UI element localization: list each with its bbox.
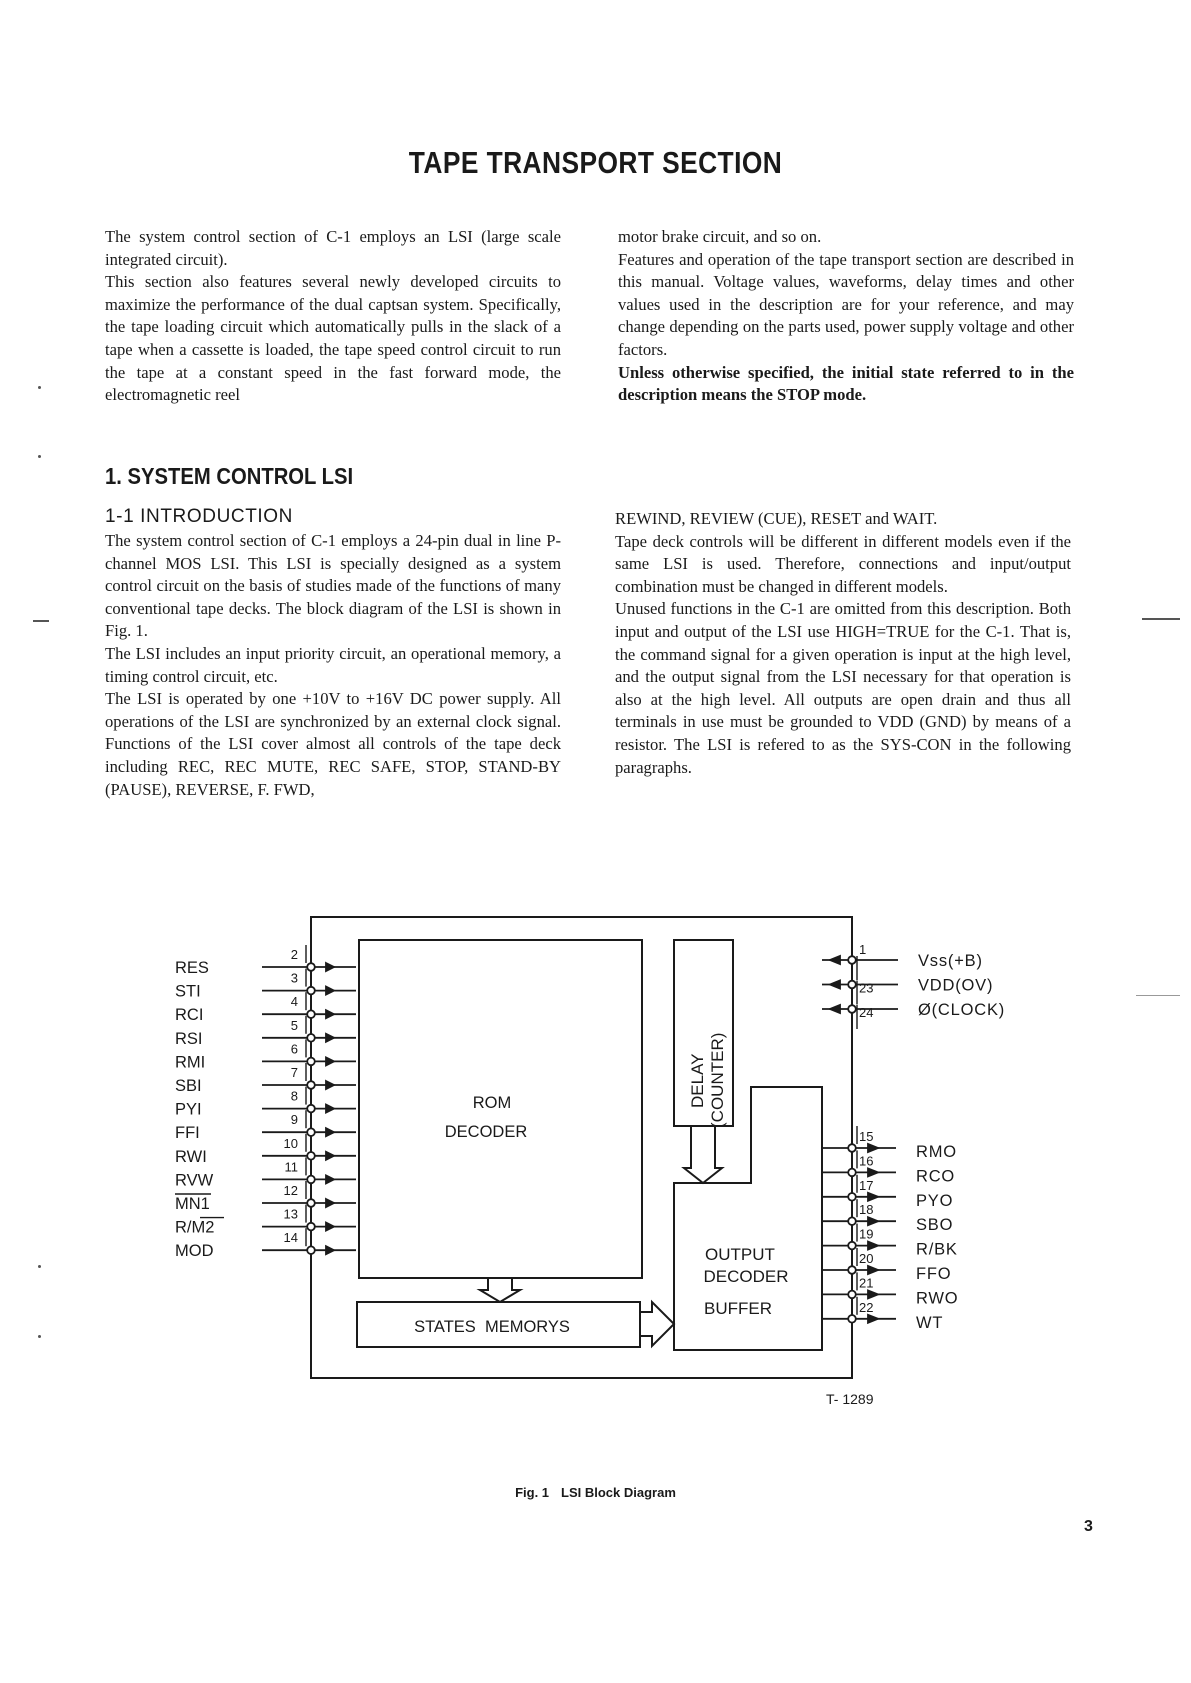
pin-arrow [868, 1315, 878, 1323]
delay-to-output-arrow [684, 1126, 722, 1183]
rom-label: ROM [472, 1094, 512, 1112]
intro-right-paragraph: Features and operation of the tape transport section are described in this manual. Voltage values, waveforms, delay times and other values used in the description are for your reference, and may change depending on the parts used, power supply voltage and other factors. [618, 249, 1074, 359]
input-pin-number: 11 [284, 1159, 298, 1175]
section-right-paragraph: REWIND, REVIEW (CUE), RESET and WAIT. [615, 509, 938, 528]
input-label: RMI [175, 1053, 206, 1072]
pin-arrow [326, 1034, 334, 1042]
pin-terminal [307, 963, 315, 971]
power-pin-number: 1 [859, 942, 867, 957]
input-pin-number: 6 [290, 1041, 298, 1057]
section-heading: 1. SYSTEM CONTROL LSI [105, 463, 354, 489]
scan-speck [38, 1265, 41, 1268]
input-pin-8 [175, 1087, 356, 1119]
input-label: MN1 [175, 1195, 210, 1213]
section-left-paragraph: The LSI includes an input priority circuit, an operational memory, a timing control circuit, etc. [105, 643, 561, 686]
output-pin-15 [822, 1126, 957, 1161]
power-pin-number: 23 [859, 980, 874, 996]
power-label: Ø(CLOCK) [918, 1001, 1006, 1019]
output-pin-number: 16 [859, 1153, 874, 1169]
figure-caption [0, 1485, 1191, 1500]
input-pin-number: 3 [290, 970, 298, 986]
intro-left-column [105, 226, 561, 407]
pin-arrow [830, 956, 840, 964]
output-pin-number: 17 [859, 1177, 874, 1193]
input-pin-9 [175, 1110, 356, 1142]
input-label: STI [175, 982, 201, 1001]
section-left-column [105, 530, 561, 801]
pin-terminal [307, 1199, 315, 1207]
section-right-column [615, 508, 1071, 779]
pin-terminal [307, 1058, 315, 1066]
intro-right-paragraph: motor brake circuit, and so on. [618, 227, 822, 246]
section-left-paragraph: The LSI is operated by one +10V to +16V DC power supply. All operations of the LSI are synchronized by an external clock signal. Functions of the LSI cover almost all controls of the tape deck including REC, REC MUTE, REC SAFE, STOP, STAND-BY (PAUSE), REVERSE, F. FWD, [105, 689, 561, 799]
pin-arrow [326, 1152, 334, 1160]
pin-terminal [307, 1246, 315, 1254]
output-label: OUTPUT [705, 1245, 775, 1264]
input-pin-number: 7 [290, 1065, 298, 1080]
rom-to-states-arrow [480, 1278, 520, 1302]
scan-mark [1136, 995, 1180, 996]
output-label: PYO [916, 1191, 954, 1210]
output-pin-number: 21 [859, 1275, 874, 1291]
intro-bold-note: Unless otherwise specified, the initial state referred to in the description means the STOP mode. [618, 362, 1074, 405]
states-memory-label: STATES MEMORYS [414, 1318, 570, 1336]
pin-arrow [868, 1144, 878, 1152]
output-pin-number: 19 [859, 1226, 874, 1242]
output-pin-number: 22 [859, 1299, 874, 1315]
pin-arrow [326, 1057, 334, 1065]
section-left-paragraph: The system control section of C-1 employs a 24-pin dual in line P-channel MOS LSI. This LSI is specially designed as a system control circuit on the basis of studies made of the functions of many conventional tape decks. The block diagram of the LSI is shown in Fig. 1. [105, 531, 561, 641]
input-label: RCI [175, 1006, 204, 1025]
input-pin-number: 4 [290, 994, 298, 1010]
intro-left-paragraph: This section also features several newly developed circuits to maximize the performance of the dual captsan system. Specifically, the tape loading circuit which automatically pulls in the slack of a tape when a cassette is loaded, the tape speed control circuit to run the tape at a constant speed in the fast forward mode, the electromagnetic reel [105, 272, 561, 405]
pin-terminal [307, 1010, 315, 1018]
input-pin-number: 12 [283, 1183, 298, 1198]
subsection-heading: 1-1 INTRODUCTION [105, 506, 293, 527]
decoder-label: DECODER [444, 1123, 528, 1141]
pin-arrow [326, 1010, 334, 1018]
figure-title: LSI Block Diagram [561, 1485, 676, 1500]
input-pin-number: 5 [290, 1017, 298, 1033]
pin-arrow [326, 1105, 334, 1113]
pin-arrow [326, 987, 334, 995]
input-label: RWI [175, 1147, 207, 1166]
section-right-paragraph: Unused functions in the C-1 are omitted from this description. Both input and output of the LSI use HIGH=TRUE for the C-1. That is, the command signal for a given operation is input at the high level, and the output signal from the LSI necessary for that operation is also at the high level. All outputs are open drain and thus all terminals in use must be grounded to VDD (GND) by means of a resistor. The LSI is refered to as the SYS-CON in the following paragraphs. [615, 599, 1071, 777]
pin-arrow [868, 1266, 878, 1274]
pin-terminal [307, 1034, 315, 1042]
input-pins [175, 945, 356, 1260]
pin-arrow [868, 1290, 878, 1298]
input-pin-number: 8 [290, 1088, 298, 1104]
input-pin-number: 2 [290, 947, 298, 962]
intro-right-column [618, 226, 1074, 407]
input-label: PYI [175, 1100, 202, 1119]
pin-arrow [326, 963, 334, 971]
intro-left-paragraph: The system control section of C-1 employs an LSI (large scale integrated circuit). [105, 227, 561, 269]
pin-terminal [307, 1176, 315, 1184]
scan-mark [33, 620, 49, 622]
input-pin-number: 9 [290, 1112, 298, 1128]
output-label: WT [916, 1313, 944, 1332]
output-label: RWO [916, 1289, 959, 1308]
input-pin-4 [175, 992, 356, 1024]
output-label: FFO [916, 1265, 952, 1283]
figure-reference: T- 1289 [826, 1391, 874, 1407]
input-label: SBI [175, 1077, 202, 1095]
pin-arrow [868, 1168, 878, 1176]
scan-speck [38, 386, 41, 389]
input-label: RSI [175, 1029, 203, 1048]
pin-arrow [830, 981, 840, 989]
output-label: RMO [916, 1143, 957, 1161]
input-pin-number: 10 [283, 1135, 298, 1151]
page-number: 3 [1084, 1518, 1093, 1535]
pin-arrow [326, 1081, 334, 1089]
pin-terminal [307, 1152, 315, 1160]
power-pin-1 [822, 942, 983, 980]
buffer-label: BUFFER [704, 1299, 772, 1318]
pin-terminal [307, 1223, 315, 1231]
pin-arrow [326, 1128, 334, 1136]
input-label: RES [175, 959, 209, 977]
figure-number: Fig. 1 [515, 1485, 550, 1500]
pin-arrow [326, 1199, 334, 1207]
states-to-output-arrow [640, 1302, 674, 1346]
pin-terminal [848, 1315, 856, 1323]
pin-terminal [848, 1169, 856, 1177]
power-label: Vss(+B) [918, 952, 983, 970]
power-pins [822, 942, 1005, 1029]
page-title: TAPE TRANSPORT SECTION [408, 145, 783, 180]
pin-terminal [848, 1005, 856, 1013]
pin-terminal [848, 1291, 856, 1299]
power-pin-number: 24 [859, 1005, 874, 1020]
output-label: SBO [916, 1216, 954, 1235]
pin-arrow [326, 1223, 334, 1231]
output-decoder-label: DECODER [703, 1267, 789, 1286]
pin-arrow [868, 1217, 878, 1225]
pin-arrow [326, 1246, 334, 1254]
input-label: R/M2 [175, 1218, 215, 1237]
output-pins [822, 1126, 958, 1332]
scan-speck [38, 1335, 41, 1338]
pin-terminal [848, 1217, 856, 1225]
pin-terminal [307, 987, 315, 995]
pin-arrow [868, 1193, 878, 1201]
output-pin-number: 18 [859, 1202, 874, 1218]
scan-speck [38, 455, 41, 458]
pin-terminal [307, 1081, 315, 1089]
input-label: MOD [175, 1242, 214, 1261]
pin-arrow [868, 1242, 878, 1250]
pin-terminal [848, 1144, 856, 1152]
pin-terminal [848, 1242, 856, 1250]
lsi-block-diagram [0, 900, 1191, 1407]
output-label: RCO [916, 1167, 956, 1186]
input-pin-2 [175, 945, 356, 977]
counter-label: (COUNTER) [708, 1032, 727, 1128]
pin-terminal [848, 1266, 856, 1274]
input-label: FFI [175, 1124, 200, 1143]
input-pin-10 [175, 1134, 356, 1166]
power-label: VDD(OV) [918, 976, 994, 995]
pin-terminal [848, 1193, 856, 1201]
output-label: R/BK [916, 1240, 958, 1259]
delay-label: DELAY [688, 1053, 707, 1108]
section-right-paragraph: Tape deck controls will be different in different models even if the same LSI is used. Therefore, connections and input/output combination must be changed in different models. [615, 531, 1071, 596]
power-pin-24 [822, 1001, 1005, 1029]
pin-terminal [307, 1128, 315, 1136]
output-pin-number: 20 [859, 1251, 874, 1266]
pin-terminal [848, 981, 856, 989]
input-pin-number: 14 [283, 1230, 298, 1246]
pin-terminal [307, 1105, 315, 1113]
scan-mark [1142, 618, 1180, 620]
output-pin-number: 15 [859, 1129, 874, 1144]
input-pin-number: 13 [283, 1206, 298, 1222]
input-label: RVW [175, 1171, 214, 1190]
pin-arrow [326, 1175, 334, 1183]
pin-arrow [830, 1005, 840, 1013]
pin-terminal [848, 956, 856, 964]
